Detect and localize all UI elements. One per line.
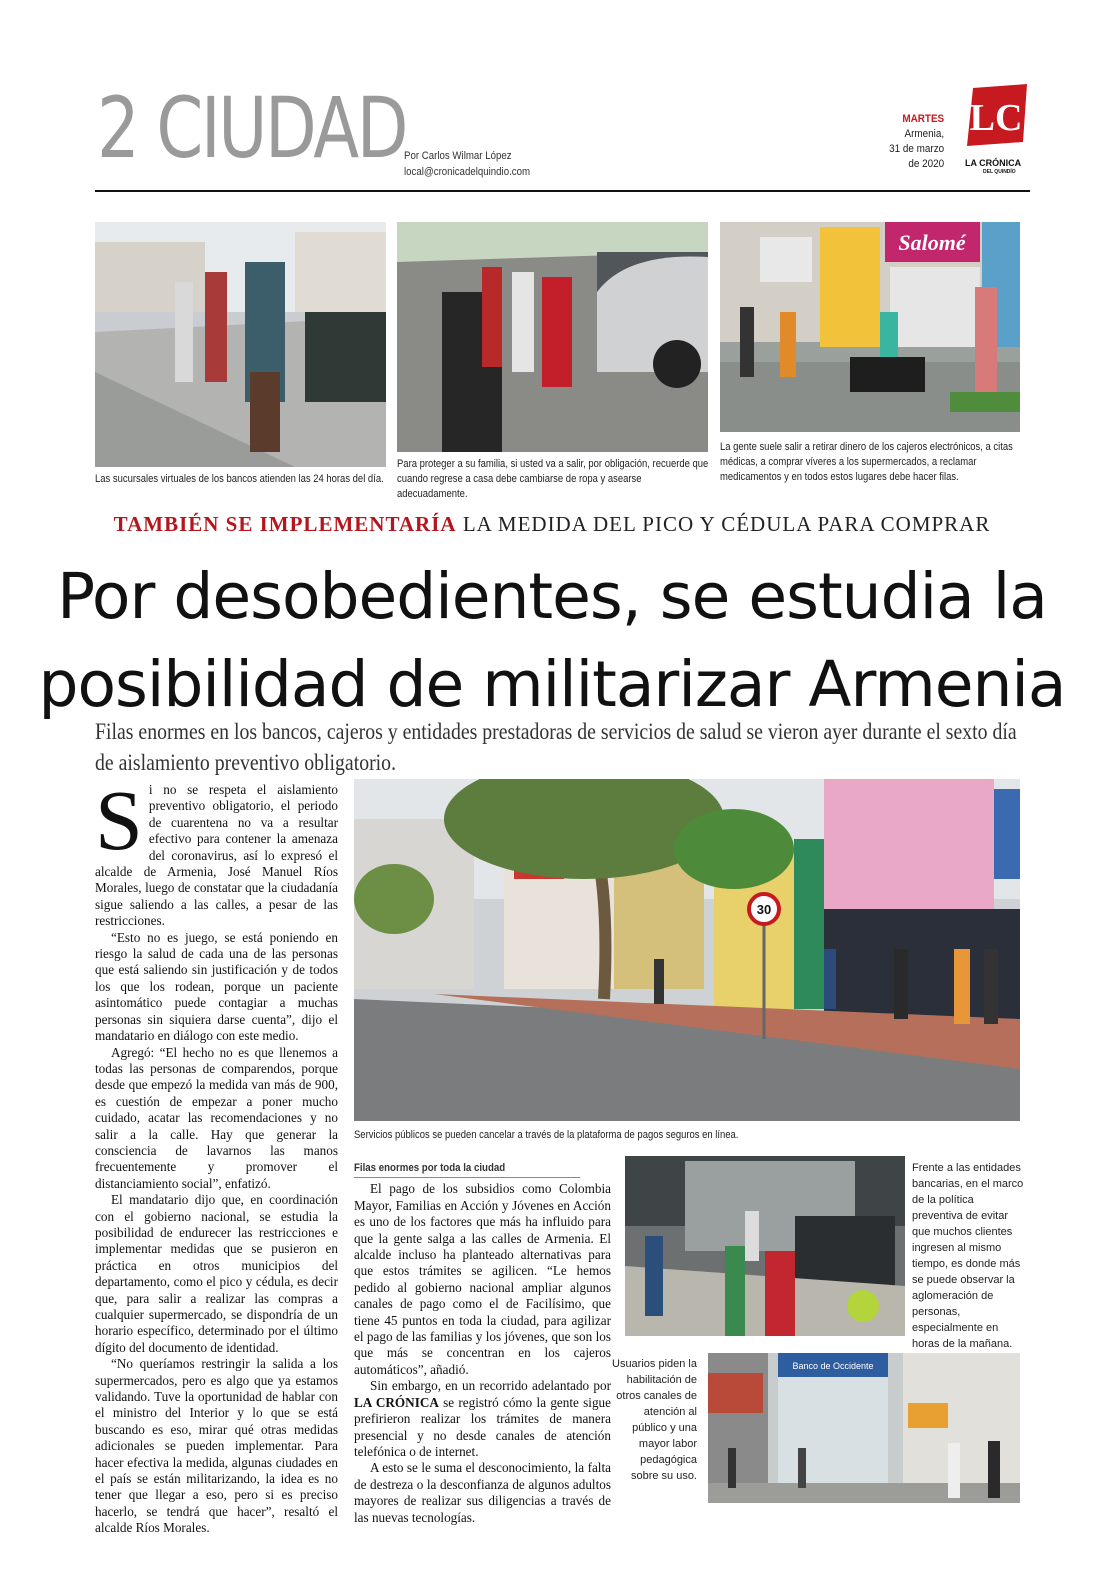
article-paragraph: El mandatario dijo que, en coordinación con el gobierno nacional, se estudia la posibilidad de endurecer las restricciones e implementar medidas que se pusieron en práctica en otros municipios del departamento, como el pico y cédula, es decir que, para salir a realizar las compras a cualquier supermercado, se dispondría de un horario específico, determinado por el último dígito del documento de identidad.	[95, 1192, 338, 1355]
top-photo-caption-2: Para proteger a su familia, si usted va a salir, por obligación, recuerde que cuando regrese a casa debe cambiarse de ropa y asearse adecuadamente.	[397, 458, 709, 500]
bank-sign-text: Banco de Occidente	[792, 1361, 874, 1371]
masthead-rule	[95, 190, 1030, 192]
side-photo-caption-1: Frente a las entidades bancarias, en el marco de la política preventiva de evitar que muchos clientes ingresen al mismo tiempo, es donde más se puede observar la aglomeración de personas, especialmente en horas de la mañana.	[912, 1162, 1024, 1350]
main-photo-caption: Servicios públicos se pueden cancelar a través de la plataforma de pagos seguros en línea.	[354, 1129, 739, 1141]
subheadline: Filas enormes en los bancos, cajeros y entidades prestadoras de servicios de salud se vieron ayer durante el sexto día de aislamiento preventivo obligatorio.	[95, 719, 1017, 775]
top-photo-caption-3: La gente suele salir a retirar dinero de los cajeros electrónicos, a citas médicas, a comprar víveres a los supermercados, a reclamar medicamentos y en todos estos lugares debe hacer filas.	[720, 441, 1013, 483]
dateline-date: 31 de marzo	[888, 143, 944, 155]
article-column-1	[95, 772, 338, 1537]
article-paragraph: “No queríamos restringir la salida a los supermercados, pero es algo que ya estamos validando. Tuve la oportunidad de hablar con el ministro del Interior y lo que se está buscando es eso, mirar qué otras medidas adicionales se pueden implementar. Para hacer efectiva la medida, algunas ciudades en el país se están militarizando, la idea es no tener que llegar a eso, pero si es preciso hacerlo, se tendrá que hacer”, resaltó el alcalde Ríos Morales.	[95, 1356, 338, 1536]
kicker-highlight: TAMBIÉN SE IMPLEMENTARÍA	[113, 512, 457, 536]
kicker	[0, 512, 1104, 537]
dateline	[889, 112, 944, 172]
article-paragraph: “Esto no es juego, se está poniendo en riesgo la salud de cada una de las personas que está saliendo sin justificación y de todos los que los rodean, porque un paciente asintomático puede contagiar a muchas personas sin siquiera darse cuenta”, dijo el mandatario en diálogo con este medio.	[95, 929, 338, 1044]
photo-bank-facade	[708, 1353, 1020, 1503]
side-photo-caption-2: Usuarios piden la habilitación de otros canales de atención al público y una mayor labor pedagógica sobre su uso.	[612, 1358, 697, 1482]
logo-subtitle: DEL QUINDÍO	[983, 169, 1016, 175]
article-paragraph: Agregó: “El hecho no es que llenemos a todas las personas de comparendos, porque desde que empezó la medida van más de 900, es cuestión de empezar a poner mucho cuidado, acatar las recomendaciones y no salir a la calle. Hay que generar la consciencia de lavarnos las manos frecuentemente y promover el distanciamiento social”, enfatizó.	[95, 1044, 338, 1191]
photo-main-street	[354, 779, 1020, 1121]
headline-line-2: posibilidad de militarizar Armenia	[38, 648, 1066, 721]
photo-shops-queue	[720, 222, 1020, 432]
top-photo-caption-1: Las sucursales virtuales de los bancos atienden las 24 horas del día.	[95, 473, 384, 485]
shop-sign-text: Salomé	[898, 230, 966, 255]
section-title: 2 CIUDAD	[97, 79, 407, 177]
drop-cap: S	[95, 772, 143, 868]
byline	[404, 148, 530, 180]
photo-street-queue	[397, 222, 708, 452]
article-lead-paragraph: Si no se respeta el aislamiento preventivo obligatorio, el periodo de cuarentena no va a resultar efectivo para contener la amenaza del coronavirus, así lo expresó el alcalde de Armenia, José Manuel Ríos Morales, luego de constatar que la ciudadanía sigue saliendo a las calles, a pesar de las restricciones.	[95, 772, 338, 929]
author-name: Por Carlos Wilmar López	[404, 150, 512, 162]
logo-name: LA CRÓNICA	[965, 158, 1022, 168]
section-subtitle: Filas enormes por toda la ciudad	[354, 1160, 580, 1178]
article-column-2	[354, 1160, 611, 1526]
headline-line-1: Por desobedientes, se estudia la	[57, 560, 1047, 633]
dateline-city: Armenia,	[904, 128, 944, 140]
article-paragraph: Sin embargo, en un recorrido adelantado por LA CRÓNICA se registró cómo la gente sigue prefirieron realizar los trámites de manera presencial y no desde canales de atención telefónica o de internet.	[354, 1378, 611, 1459]
logo-icon	[965, 84, 1031, 146]
article-paragraph: A esto se le suma el desconocimiento, la falta de destreza o la desconfianza de algunos adultos mayores de realizar sus diligencias a través de las nuevas tecnologías.	[354, 1460, 611, 1525]
dateline-year: de 2020	[908, 158, 944, 170]
logo-letters: LC	[969, 97, 1023, 139]
photo-bank-entrance	[625, 1156, 905, 1336]
headline	[0, 553, 1104, 729]
photo-bank-queue	[95, 222, 386, 467]
kicker-rest: LA MEDIDA DEL PICO Y CÉDULA PARA COMPRAR	[462, 512, 991, 536]
dateline-day: MARTES	[902, 113, 944, 125]
article-paragraph: El pago de los subsidios como Colombia Mayor, Familias en Acción y Jóvenes en Acción es uno de los factores que más ha influido para que la gente salga a las calles de Armenia. El alcalde incluso ha planteado alternativas para que estos trámites se agilicen. “Le hemos pedido al gobierno nacional ampliar algunos canales de pago como el de Facilísimo, que tiene 45 puntos en toda la ciudad, para agilizar el pago de las familias y los jóvenes, que son los que más se concentran en los cajeros automáticos”, añadió.	[354, 1181, 611, 1377]
author-email[interactable]: local@cronicadelquindio.com	[404, 166, 531, 178]
newspaper-name: LA CRÓNICA	[354, 1394, 439, 1410]
speed-sign-text: 30	[756, 902, 772, 917]
